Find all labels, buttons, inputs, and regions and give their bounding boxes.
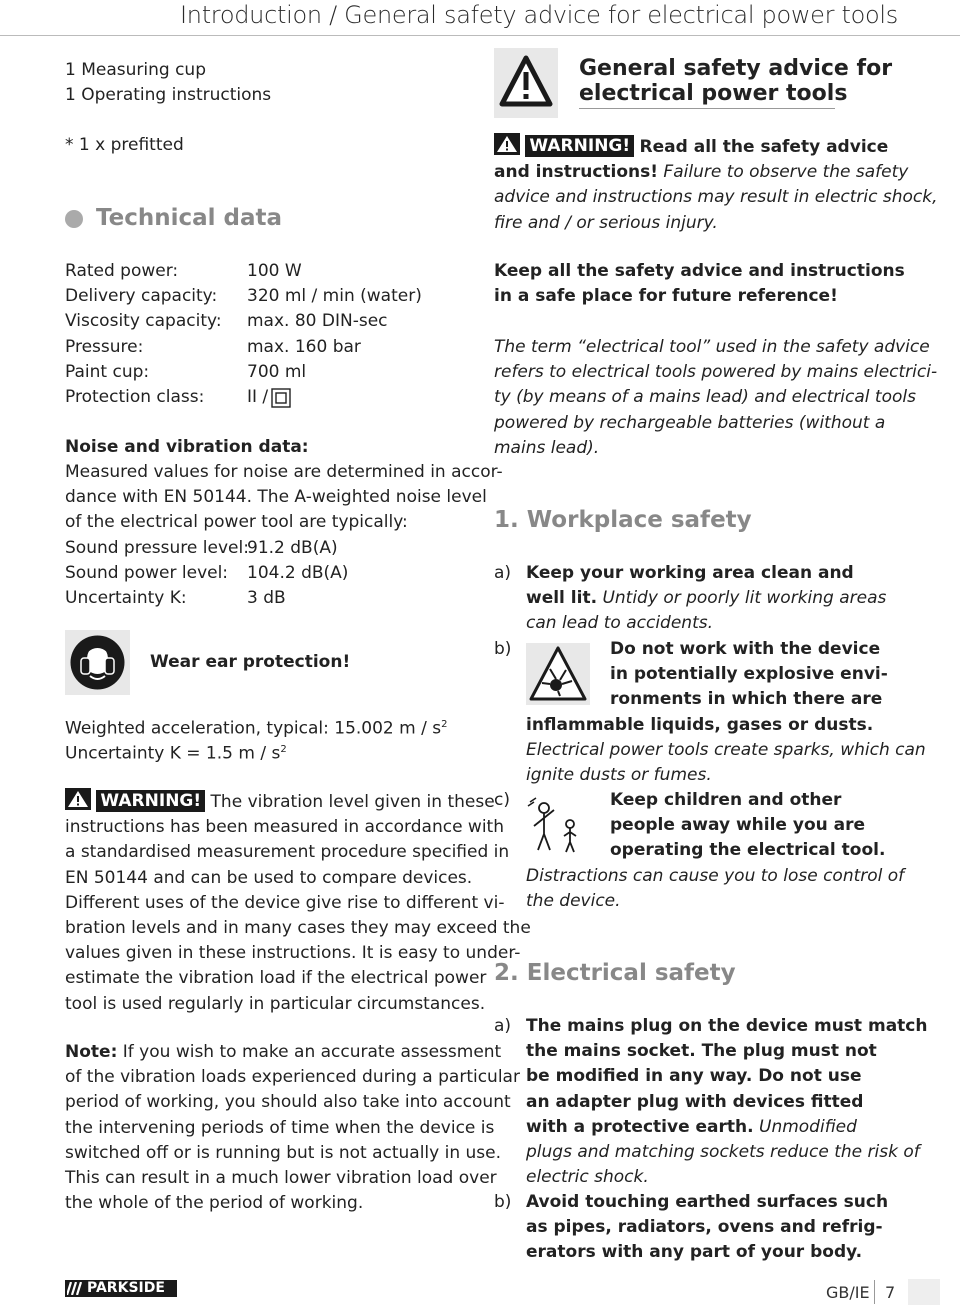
list-letter: a) bbox=[494, 563, 512, 583]
text-line: Keep children and other bbox=[610, 790, 842, 810]
noise-heading: Noise and vibration data: bbox=[65, 437, 309, 457]
list-item bbox=[494, 1014, 928, 1190]
text-line: Keep all the safety advice and instructions bbox=[494, 261, 905, 281]
language-code: GB/IE bbox=[826, 1283, 870, 1302]
workplace-safety-heading: 1. Workplace safety bbox=[494, 507, 752, 533]
text-line: well lit. bbox=[526, 588, 598, 609]
warning-triangle-icon bbox=[494, 48, 558, 118]
text-line: of the electrical power tool are typically: bbox=[65, 512, 408, 533]
text-line: refers to electrical tools powered by mains electrici- bbox=[494, 362, 938, 383]
text-line: instructions has been measured in accordance with bbox=[65, 817, 504, 838]
title-underline bbox=[579, 108, 835, 109]
spec-value: max. 160 bar bbox=[247, 336, 361, 357]
accel-text: Weighted acceleration, typical: 15.002 m / s bbox=[65, 718, 442, 739]
text-line: operating the electrical tool. bbox=[610, 840, 886, 861]
ear-protection-icon bbox=[65, 630, 130, 695]
text-line: The vibration level given in these bbox=[210, 792, 495, 812]
text-line: the mains socket. The plug must not bbox=[526, 1041, 877, 1062]
note-paragraph bbox=[65, 1040, 520, 1216]
text-line: Avoid touching earthed surfaces such bbox=[526, 1192, 889, 1212]
spec-label: Delivery capacity: bbox=[65, 286, 218, 307]
prefitted-note: * 1 x prefitted bbox=[65, 135, 184, 155]
text-line: Keep your working area clean and bbox=[526, 563, 854, 583]
noise-levels bbox=[65, 536, 465, 612]
text-line: be modified in any way. Do not use bbox=[526, 1066, 862, 1087]
technical-data-heading: Technical data bbox=[96, 205, 283, 231]
scope-line: 1 Measuring cup bbox=[65, 60, 206, 80]
scope-of-delivery bbox=[65, 58, 271, 108]
text-line: can lead to accidents. bbox=[526, 613, 713, 634]
section-title-line: General safety advice for bbox=[579, 56, 893, 81]
text-line: ty (by means of a mains lead) and electrical tools bbox=[494, 387, 916, 408]
warning-triangle-icon bbox=[65, 788, 91, 810]
electrical-safety-heading: 2. Electrical safety bbox=[494, 960, 736, 986]
text-line: electric shock. bbox=[526, 1167, 649, 1188]
text-line: in a safe place for future reference! bbox=[494, 286, 838, 307]
text-line: as pipes, radiators, ovens and refrig- bbox=[526, 1217, 883, 1238]
text-line: with a protective earth. bbox=[526, 1116, 754, 1137]
brand-stripes-icon bbox=[67, 1282, 85, 1295]
noise-paragraph bbox=[65, 460, 503, 536]
text-line: Different uses of the device give rise to different vi- bbox=[65, 892, 505, 913]
warning-badge: WARNING! bbox=[96, 790, 205, 812]
specs-table bbox=[65, 259, 465, 410]
text-line: tool is used regularly in particular circumstances. bbox=[65, 993, 486, 1014]
protection-class-icon bbox=[271, 388, 291, 408]
text-line: The term “electrical tool” used in the safety advice bbox=[494, 337, 930, 357]
spec-label: Paint cup: bbox=[65, 361, 150, 382]
spec-value: max. 80 DIN-sec bbox=[247, 311, 388, 332]
warning-triangle-icon bbox=[494, 133, 520, 155]
vibration-warning bbox=[65, 788, 531, 1017]
level-value: 3 dB bbox=[247, 588, 286, 609]
text-line: an adapter plug with devices fitted bbox=[526, 1091, 864, 1112]
keep-children-away-icon bbox=[526, 796, 590, 858]
superscript: 2 bbox=[441, 719, 448, 730]
list-letter: a) bbox=[494, 1016, 512, 1036]
spec-value: 320 ml / min (water) bbox=[247, 286, 422, 307]
text-line: estimate the vibration load if the electrical power bbox=[65, 968, 487, 989]
page-header-title: Introduction / General safety advice for electrical power tools bbox=[180, 1, 898, 29]
footer-divider bbox=[874, 1280, 875, 1304]
level-value: 91.2 dB(A) bbox=[247, 538, 338, 558]
text-line: period of working, you should also take into account bbox=[65, 1092, 511, 1113]
level-label: Uncertainty K: bbox=[65, 588, 187, 609]
text-line: switched off or is running but is not actually in use. bbox=[65, 1142, 502, 1163]
text-line: This can result in a much lower vibration load over bbox=[65, 1168, 497, 1189]
list-item bbox=[494, 1190, 914, 1266]
text-line: Failure to observe the safety bbox=[663, 162, 909, 183]
text-line: Measured values for noise are determined in accor- bbox=[65, 462, 503, 482]
text-line: the whole of the period of working. bbox=[65, 1193, 364, 1214]
text-line: Untidy or poorly lit working areas bbox=[602, 588, 887, 609]
text-line: values given in these instructions. It is easy to under- bbox=[65, 943, 521, 964]
brand-name: PARKSIDE bbox=[87, 1280, 165, 1296]
text-line: Distractions can cause you to lose control of bbox=[526, 865, 905, 886]
text-line: Unmodified bbox=[759, 1116, 857, 1137]
text-line: EN 50144 and can be used to compare devices. bbox=[65, 867, 473, 888]
text-line: people away while you are bbox=[610, 815, 866, 836]
list-letter: c) bbox=[494, 790, 510, 810]
explosive-hazard-icon bbox=[526, 643, 590, 705]
bullet-dot-icon bbox=[65, 210, 83, 228]
list-letter: b) bbox=[494, 1192, 512, 1212]
text-line: the device. bbox=[526, 890, 621, 911]
general-warning bbox=[494, 133, 938, 236]
spec-value: 700 ml bbox=[247, 361, 307, 382]
text-line: mains lead). bbox=[494, 437, 600, 458]
term-definition bbox=[494, 335, 937, 461]
list-item bbox=[494, 788, 914, 914]
spec-label: Pressure: bbox=[65, 336, 144, 357]
superscript: 2 bbox=[280, 744, 287, 755]
text-line: and instructions! bbox=[494, 162, 659, 183]
ear-protection-text: Wear ear protection! bbox=[150, 652, 351, 672]
note-label: Note: bbox=[65, 1042, 118, 1062]
spec-value: 100 W bbox=[247, 261, 302, 281]
spec-value: II / bbox=[247, 386, 269, 407]
brand-logo bbox=[65, 1280, 177, 1297]
scope-line: 1 Operating instructions bbox=[65, 85, 272, 106]
text-line: plugs and matching sockets reduce the risk of bbox=[526, 1142, 920, 1163]
level-label: Sound power level: bbox=[65, 563, 229, 584]
list-letter: b) bbox=[494, 639, 512, 659]
section-title bbox=[579, 56, 892, 106]
text-line: ignite dusts or fumes. bbox=[526, 765, 712, 785]
text-line: Do not work with the device bbox=[610, 639, 881, 659]
spec-label: Viscosity capacity: bbox=[65, 311, 222, 332]
list-item bbox=[494, 561, 914, 634]
text-line: The mains plug on the device must match bbox=[526, 1016, 928, 1036]
text-line: in potentially explosive envi- bbox=[610, 664, 888, 685]
level-label: Sound pressure level: bbox=[65, 538, 249, 558]
spec-label: Rated power: bbox=[65, 261, 179, 281]
accel-unc-text: Uncertainty K = 1.5 m / s bbox=[65, 743, 281, 764]
text-line: advice and instructions may result in electric shock, bbox=[494, 187, 938, 208]
level-value: 104.2 dB(A) bbox=[247, 563, 349, 584]
spec-label: Protection class: bbox=[65, 386, 205, 407]
list-item bbox=[494, 637, 926, 787]
acceleration-uncertainty bbox=[65, 737, 287, 767]
text-line: dance with EN 50144. The A-weighted noise level bbox=[65, 487, 487, 508]
text-line: Electrical power tools create sparks, which can bbox=[526, 739, 926, 760]
text-line: a standardised measurement procedure specified in bbox=[65, 842, 510, 863]
text-line: erators with any part of your body. bbox=[526, 1242, 863, 1263]
text-line: ronments in which there are bbox=[610, 689, 883, 710]
section-title-line: electrical power tools bbox=[579, 81, 848, 106]
text-line: If you wish to make an accurate assessment bbox=[122, 1042, 502, 1062]
page-tab bbox=[908, 1279, 940, 1305]
text-line: powered by rechargeable batteries (without a bbox=[494, 412, 886, 433]
header-divider bbox=[0, 35, 960, 36]
text-line: fire and / or serious injury. bbox=[494, 212, 718, 233]
text-line: the intervening periods of time when the device is bbox=[65, 1117, 495, 1138]
text-line: inflammable liquids, gases or dusts. bbox=[526, 714, 874, 735]
text-line: Read all the safety advice bbox=[639, 137, 889, 157]
warning-badge: WARNING! bbox=[525, 135, 634, 157]
keep-instructions bbox=[494, 259, 905, 309]
text-line: of the vibration loads experienced during a particular bbox=[65, 1067, 520, 1088]
text-line: bration levels and in many cases they may exceed the bbox=[65, 918, 531, 939]
page-number: 7 bbox=[885, 1283, 896, 1302]
